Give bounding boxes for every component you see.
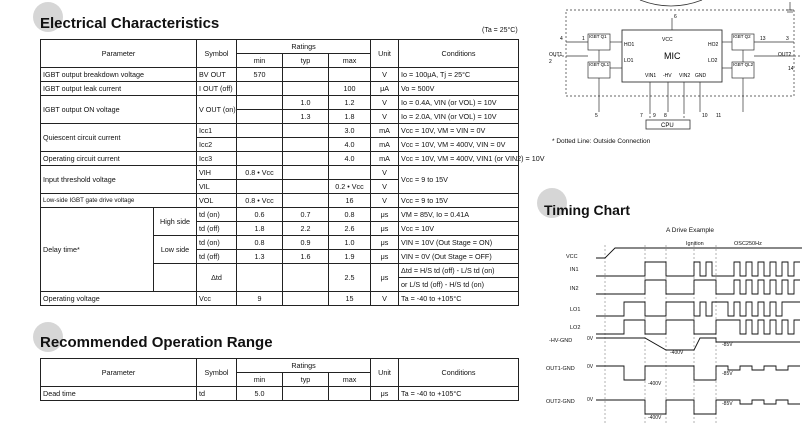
svg-text:13: 13 xyxy=(760,36,766,42)
out2-label: OUT2 xyxy=(778,52,792,58)
table-row: Low-side IGBT gate drive voltage VOL 0.8 • Vcc 16 V Vcc = 9 to 15V xyxy=(41,194,519,208)
svg-text:-400V: -400V xyxy=(648,415,662,421)
svg-text:-85V: -85V xyxy=(722,401,733,407)
table-row: IGBT output breakdown voltage BV OUT 570 V Io = 100μA, Tj = 25°C xyxy=(41,68,519,82)
svg-text:11: 11 xyxy=(716,113,722,119)
svg-text:IGBT QL1: IGBT QL1 xyxy=(589,62,610,67)
gnd-label: GND xyxy=(695,73,707,79)
header-typ: typ xyxy=(283,54,329,68)
cpu-label: CPU xyxy=(661,123,674,129)
header-ratings: Ratings xyxy=(237,359,371,373)
table-row: IGBT output leak current I OUT (off) 100 μA Vo = 500V xyxy=(41,82,519,96)
table-row: Dead time td 5.0 μs Ta = -40 to +105°C xyxy=(41,387,519,401)
signal-in1: IN1 xyxy=(570,267,579,273)
circuit-diagram xyxy=(540,0,802,135)
svg-text:9: 9 xyxy=(653,113,656,119)
lo1-label: LO1 xyxy=(624,58,634,64)
osc-label: OSC250Hz xyxy=(734,241,762,247)
ho1-label: HO1 xyxy=(624,42,635,48)
package-outline xyxy=(640,0,702,6)
svg-text:14: 14 xyxy=(788,66,794,72)
out1-label: OUT1 xyxy=(549,52,563,58)
header-typ: typ xyxy=(283,373,329,387)
svg-text:0V: 0V xyxy=(587,336,594,342)
table-row: Icc2 4.0 mA Vcc = 10V, VM = 400V, VIN = 0V xyxy=(41,138,519,152)
table-row: Quiescent circuit current Icc1 3.0 mA Vcc = 10V, VM = VIN = 0V xyxy=(41,124,519,138)
svg-text:7: 7 xyxy=(640,113,643,119)
table-row: IGBT output ON voltage V OUT (on) 1.0 1.2 V Io = 0.4A, VIN (or VOL) = 10V xyxy=(41,96,519,110)
table-row: Operating circuit current Icc3 4.0 mA Vcc = 10V, VM = 400V, VIN1 (or VIN2) = 10V xyxy=(41,152,519,166)
vcc-label: VCC xyxy=(662,37,673,43)
electrical-table xyxy=(40,39,545,306)
lo2-label: LO2 xyxy=(708,58,718,64)
header-conditions: Conditions xyxy=(399,40,519,68)
svg-text:-85V: -85V xyxy=(722,342,733,348)
signal-out2-gnd: OUT2-GND xyxy=(546,399,575,405)
svg-text:IGBT Q1: IGBT Q1 xyxy=(589,34,607,39)
svg-text:6: 6 xyxy=(674,14,677,20)
timing-title: Timing Chart xyxy=(544,202,631,218)
header-symbol: Symbol xyxy=(197,359,237,387)
svg-text:1: 1 xyxy=(582,36,585,42)
table-row: td (off) 1.3 1.6 1.9 μs VIN = 0V (Out Stage = OFF) xyxy=(41,250,519,264)
ignition-label: Ignition xyxy=(686,241,704,247)
svg-text:8: 8 xyxy=(664,113,667,119)
header-max: max xyxy=(329,373,371,387)
table-row: Low side td (on) 0.8 0.9 1.0 μs VIN = 10V (Out Stage = ON) xyxy=(41,236,519,250)
svg-text:IGBT Q2: IGBT Q2 xyxy=(733,34,751,39)
table-row: Input threshold voltage VIH 0.8 • Vcc V Vcc = 9 to 15V xyxy=(41,166,519,180)
signal-lo1: LO1 xyxy=(570,307,581,313)
dotted-line-note: * Dotted Line: Outside Connection xyxy=(552,138,651,145)
header-symbol: Symbol xyxy=(197,40,237,68)
svg-text:10: 10 xyxy=(702,113,708,119)
ho2-label: HO2 xyxy=(708,42,719,48)
svg-text:-85V: -85V xyxy=(722,371,733,377)
recommended-table xyxy=(40,358,519,401)
header-parameter: Parameter xyxy=(41,40,197,68)
table-row: VIL 0.2 • Vcc V xyxy=(41,180,519,194)
header-min: min xyxy=(237,54,283,68)
svg-text:0V: 0V xyxy=(587,397,594,403)
table-row: td (off) 1.8 2.2 2.6 μs Vcc = 10V xyxy=(41,222,519,236)
signal-lo2: LO2 xyxy=(570,325,581,331)
svg-text:4: 4 xyxy=(560,36,563,42)
signal-vcc: VCC xyxy=(566,254,578,260)
svg-text:3: 3 xyxy=(786,36,789,42)
electrical-title: Electrical Characteristics xyxy=(40,15,220,32)
ambient-note: (Ta = 25°C) xyxy=(482,27,518,34)
vin2-label: VIN2 xyxy=(679,73,691,79)
table-row: Delay time* High side td (on) 0.6 0.7 0.8 μs VM = 85V, Io = 0.41A xyxy=(41,208,519,222)
signal-out1-gnd: OUT1-GND xyxy=(546,366,575,372)
vin1-label: VIN1 xyxy=(645,73,657,79)
svg-text:-400V: -400V xyxy=(648,381,662,387)
signal-in2: IN2 xyxy=(570,286,579,292)
header-max: max xyxy=(329,54,371,68)
hv-pin-label: -HV xyxy=(663,73,672,79)
timing-subtitle: A Drive Example xyxy=(666,227,715,234)
recommended-title: Recommended Operation Range xyxy=(40,334,273,351)
header-unit: Unit xyxy=(371,40,399,68)
table-row: or L/S td (off) - H/S td (on) xyxy=(41,278,519,292)
svg-text:5: 5 xyxy=(595,113,598,119)
header-ratings: Ratings xyxy=(237,40,371,54)
svg-text:2: 2 xyxy=(549,59,552,65)
table-row: Operating voltage Vcc 9 15 V Ta = -40 to +105°C xyxy=(41,292,519,306)
svg-text:-400V: -400V xyxy=(670,350,684,356)
header-min: min xyxy=(237,373,283,387)
mic-label: MIC xyxy=(664,51,681,61)
table-row: Δtd 2.5 μs Δtd = H/S td (off) - L/S td (on) xyxy=(41,264,519,278)
header-unit: Unit xyxy=(371,359,399,387)
timing-chart xyxy=(540,240,802,425)
signal-hv-gnd: -HV-GND xyxy=(549,338,573,344)
table-row: 1.3 1.8 V Io = 2.0A, VIN (or VOL) = 10V xyxy=(41,110,519,124)
svg-text:IGBT QL2: IGBT QL2 xyxy=(733,62,754,67)
svg-text:0V: 0V xyxy=(587,364,594,370)
header-conditions: Conditions xyxy=(399,359,519,387)
header-parameter: Parameter xyxy=(41,359,197,387)
